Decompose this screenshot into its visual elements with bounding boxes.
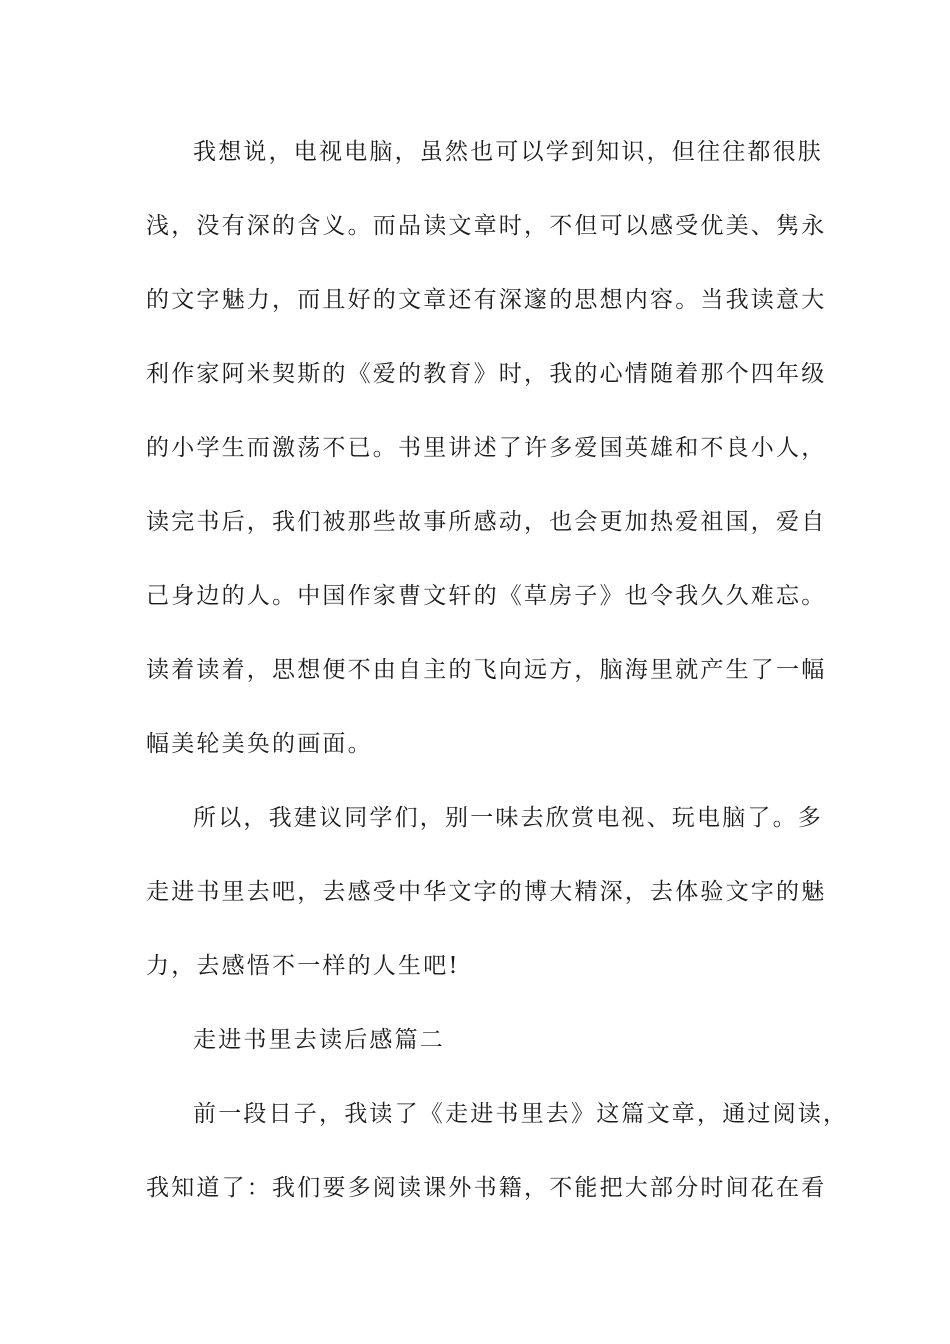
paragraph-line: 力，去感悟不一样的人生吧!: [146, 953, 460, 979]
document-body: [146, 115, 849, 1225]
paragraph-line: 我想说，电视电脑，虽然也可以学到知识，但往往都很肤: [193, 139, 823, 165]
paragraph-line: 己身边的人。中国作家曹文轩的《草房子》也令我久久难忘。: [146, 583, 827, 609]
section-heading: 走进书里去读后感篇二: [193, 1027, 445, 1053]
paragraph-line: 的小学生而激荡不已。书里讲述了许多爱国英雄和不良小人，: [146, 435, 827, 461]
paragraph-line: 所以，我建议同学们，别一味去欣赏电视、玩电脑了。多: [193, 805, 823, 831]
paragraph-line: 读完书后，我们被那些故事所感动，也会更加热爱祖国，爱自: [146, 509, 827, 535]
paragraph-line: 走进书里去吧，去感受中华文字的博大精深，去体验文字的魅: [146, 879, 827, 905]
paragraph-line: 前一段日子，我读了《走进书里去》这篇文章，通过阅读，: [193, 1101, 849, 1127]
paragraph-line: 浅，没有深的含义。而品读文章时，不但可以感受优美、隽永: [146, 213, 827, 239]
paragraph-line: 我知道了：我们要多阅读课外书籍，不能把大部分时间花在看: [146, 1175, 827, 1201]
paragraph-line: 读着读着，思想便不由自主的飞向远方，脑海里就产生了一幅: [146, 657, 827, 683]
paragraph-line: 的文字魅力，而且好的文章还有深邃的思想内容。当我读意大: [146, 287, 827, 313]
paragraph-line: 利作家阿米契斯的《爱的教育》时，我的心情随着那个四年级: [146, 361, 827, 387]
paragraph-line: 幅美轮美奂的画面。: [146, 731, 373, 757]
